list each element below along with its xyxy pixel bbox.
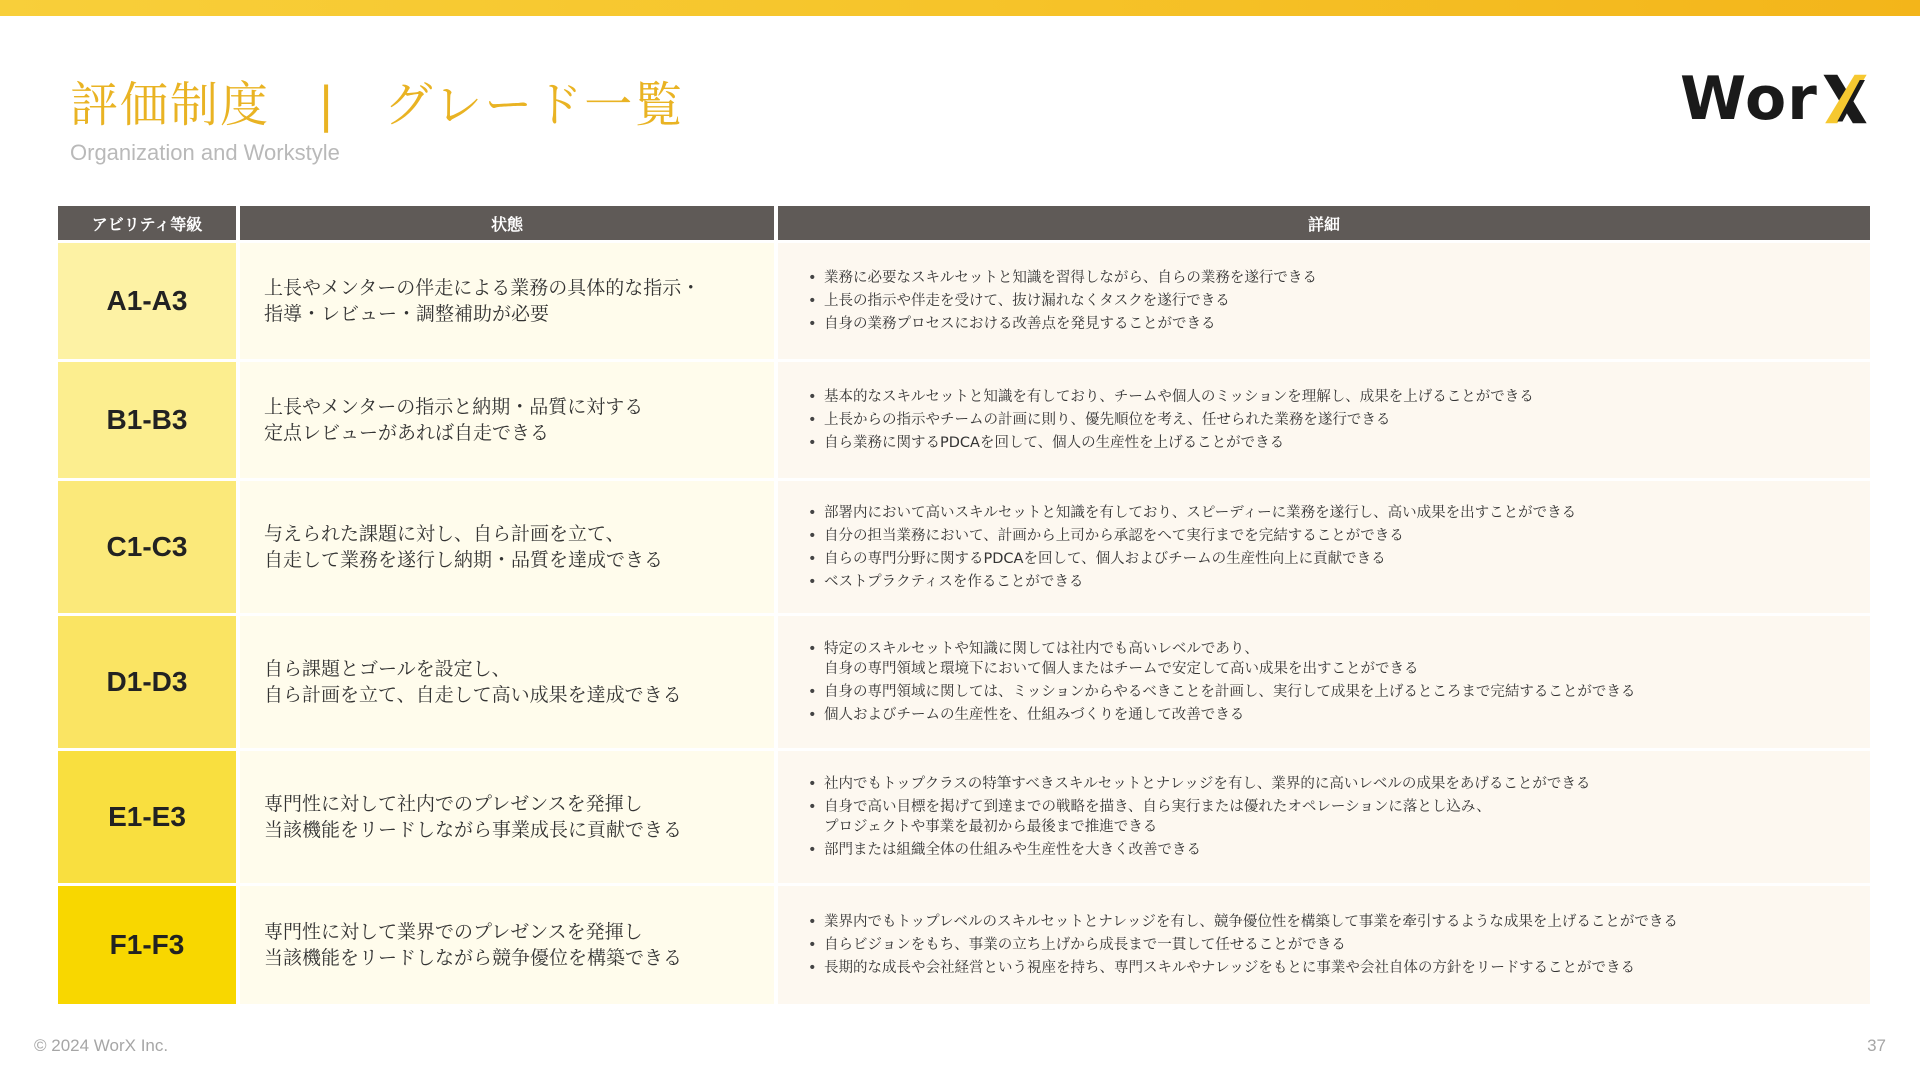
top-accent-bar — [0, 0, 1920, 16]
grade-cell: B1-B3 — [58, 362, 236, 478]
detail-item: • 個人およびチームの生産性を、仕組みづくりを通して改善できる — [808, 705, 1856, 725]
details-cell — [778, 481, 1870, 613]
detail-item: • 自らの専門分野に関するPDCAを回して、個人およびチームの生産性向上に貢献できる — [808, 549, 1856, 569]
detail-item: • 自身の専門領域に関しては、ミッションからやるべきことを計画し、実行して成果を上げるところまで完結することができる — [808, 682, 1856, 702]
title-separator: | — [318, 77, 337, 133]
state-text: 専門性に対して業界でのプレゼンスを発揮し 当該機能をリードしながら競争優位を構築できる — [264, 921, 683, 969]
detail-item: • 基本的なスキルセットと知識を有しており、チームや個人のミッションを理解し、成果を上げることができる — [808, 387, 1856, 407]
detail-item: • 自身の業務プロセスにおける改善点を発見することができる — [808, 314, 1856, 334]
header-state: 状態 — [240, 206, 774, 240]
logo-x-mark-icon — [1820, 67, 1870, 131]
details-list — [808, 771, 1856, 863]
header-ability-grade: アビリティ等級 — [58, 206, 236, 240]
state-text: 上長やメンターの伴走による業務の具体的な指示・ 指導・レビュー・調整補助が必要 — [264, 277, 701, 325]
logo-text: Wor — [1680, 64, 1818, 134]
state-cell — [240, 243, 774, 359]
state-cell — [240, 362, 774, 478]
state-cell — [240, 616, 774, 748]
details-cell — [778, 243, 1870, 359]
detail-item: • 業務に必要なスキルセットと知識を習得しながら、自らの業務を遂行できる — [808, 268, 1856, 288]
grade-cell: A1-A3 — [58, 243, 236, 359]
state-cell — [240, 886, 774, 1004]
detail-item: • ベストプラクティスを作ることができる — [808, 572, 1856, 592]
grade-table — [58, 206, 1862, 1004]
details-list — [808, 265, 1856, 337]
detail-item: • 上長の指示や伴走を受けて、抜け漏れなくタスクを遂行できる — [808, 291, 1856, 311]
details-cell — [778, 616, 1870, 748]
page-title — [70, 66, 684, 135]
state-text: 自ら課題とゴールを設定し、 自ら計画を立て、自走して高い成果を達成できる — [264, 658, 682, 706]
page-subtitle: Organization and Workstyle — [70, 140, 340, 165]
grade-cell: F1-F3 — [58, 886, 236, 1004]
state-text: 与えられた課題に対し、自ら計画を立て、 自走して業務を遂行し納期・品質を達成できる — [264, 523, 664, 571]
grade-cell: C1-C3 — [58, 481, 236, 613]
detail-item: • 自ら業務に関するPDCAを回して、個人の生産性を上げることができる — [808, 433, 1856, 453]
details-cell — [778, 886, 1870, 1004]
details-cell — [778, 751, 1870, 883]
footer-copyright: © 2024 WorX Inc. — [34, 1036, 169, 1055]
title-right: グレード一覧 — [384, 77, 685, 133]
detail-item: • 自身で高い目標を掲げて到達までの戦略を描き、自ら実行または優れたオペレーションに落とし込み、 プロジェクトや事業を最初から最後まで推進できる — [808, 797, 1856, 837]
details-list — [808, 500, 1856, 595]
worx-logo — [1680, 62, 1870, 136]
state-text: 専門性に対して社内でのプレゼンスを発揮し 当該機能をリードしながら事業成長に貢献できる — [264, 793, 683, 841]
detail-item: • 社内でもトップクラスの特筆すべきスキルセットとナレッジを有し、業界的に高いレベルの成果をあげることができる — [808, 774, 1856, 794]
details-list — [808, 384, 1856, 456]
grade-cell: D1-D3 — [58, 616, 236, 748]
details-list — [808, 909, 1856, 981]
title-left: 評価制度 — [70, 77, 271, 133]
detail-item: • 上長からの指示やチームの計画に則り、優先順位を考え、任せられた業務を遂行できる — [808, 410, 1856, 430]
detail-item: • 自分の担当業務において、計画から上司から承認をへて実行までを完結することができる — [808, 526, 1856, 546]
detail-item: • 長期的な成長や会社経営という視座を持ち、専門スキルやナレッジをもとに事業や会社自体の方針をリードすることができる — [808, 958, 1856, 978]
details-cell — [778, 362, 1870, 478]
detail-item: • 特定のスキルセットや知識に関しては社内でも高いレベルであり、 自身の専門領域と環境下において個人またはチームで安定して高い成果を出すことができる — [808, 639, 1856, 679]
grade-cell: E1-E3 — [58, 751, 236, 883]
detail-item: • 自らビジョンをもち、事業の立ち上げから成長まで一貫して任せることができる — [808, 935, 1856, 955]
detail-item: • 部門または組織全体の仕組みや生産性を大きく改善できる — [808, 840, 1856, 860]
detail-item: • 業界内でもトップレベルのスキルセットとナレッジを有し、競争優位性を構築して事業を牽引するような成果を上げることができる — [808, 912, 1856, 932]
details-list — [808, 636, 1856, 728]
header-details: 詳細 — [778, 206, 1870, 240]
state-cell — [240, 751, 774, 883]
state-text: 上長やメンターの指示と納期・品質に対する 定点レビューがあれば自走できる — [264, 396, 644, 444]
state-cell — [240, 481, 774, 613]
page-number: 37 — [1867, 1036, 1886, 1055]
detail-item: • 部署内において高いスキルセットと知識を有しており、スピーディーに業務を遂行し、高い成果を出すことができる — [808, 503, 1856, 523]
